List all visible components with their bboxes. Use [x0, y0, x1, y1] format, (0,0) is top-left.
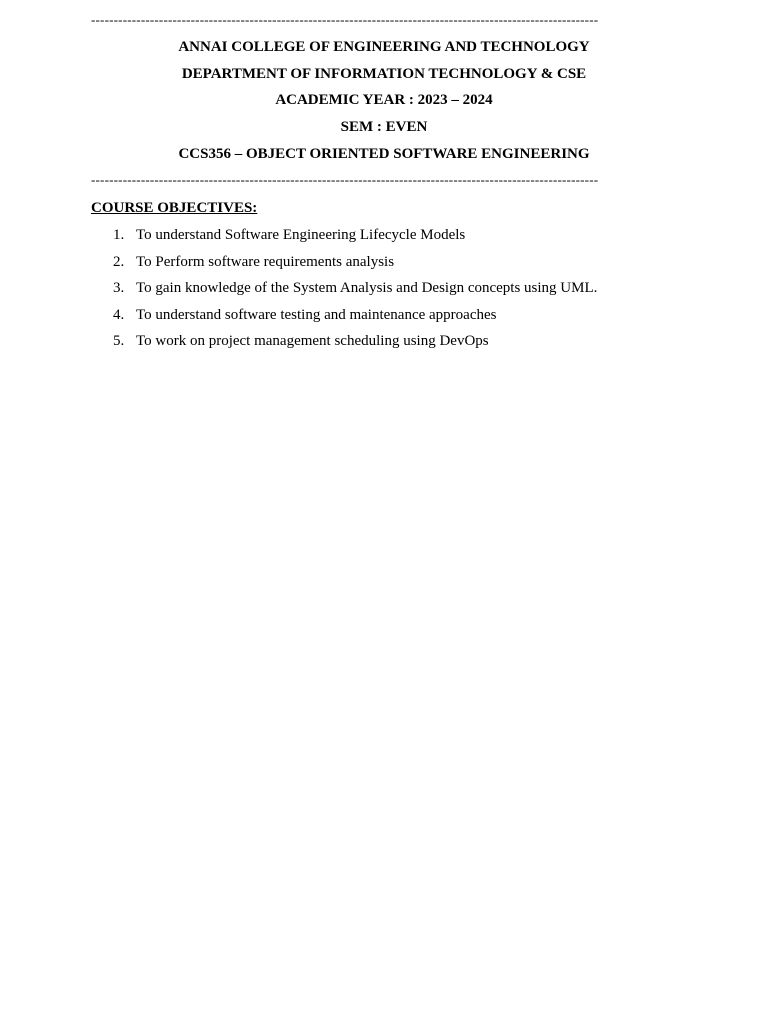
objective-item	[0, 278, 768, 305]
objective-item	[0, 252, 768, 279]
course-title: CCS356 – OBJECT ORIENTED SOFTWARE ENGINEERING	[178, 146, 590, 162]
objective-number: 4.	[113, 306, 125, 323]
objective-number: 1.	[113, 227, 125, 243]
bottom-separator: ----------------------------------------------------------------------------------------------------------------	[91, 172, 599, 187]
objective-text: To work on project management scheduling using DevOps	[136, 333, 489, 350]
objective-number: 5.	[113, 333, 125, 350]
objective-text: To gain knowledge of the System Analysis and Design concepts using UML.	[136, 280, 598, 297]
top-separator: ----------------------------------------------------------------------------------------------------------------	[91, 12, 599, 27]
objective-item	[0, 305, 768, 332]
department-name: DEPARTMENT OF INFORMATION TECHNOLOGY & CSE	[181, 66, 587, 82]
academic-year: ACADEMIC YEAR : 2023 – 2024	[275, 92, 493, 108]
college-name: ANNAI COLLEGE OF ENGINEERING AND TECHNOLOGY	[178, 39, 590, 55]
objective-text: To understand software testing and maintenance approaches	[136, 306, 497, 323]
course-objectives-list	[0, 225, 768, 358]
objective-text: To Perform software requirements analysis	[136, 253, 395, 270]
course-objectives-heading: COURSE OBJECTIVES:	[91, 200, 258, 216]
objective-item	[0, 225, 768, 252]
objective-text: To understand Software Engineering Lifecycle Models	[136, 227, 466, 243]
objective-number: 3.	[113, 280, 125, 297]
objective-number: 2.	[113, 253, 125, 270]
semester: SEM : EVEN	[340, 119, 428, 135]
objective-item	[0, 331, 768, 358]
